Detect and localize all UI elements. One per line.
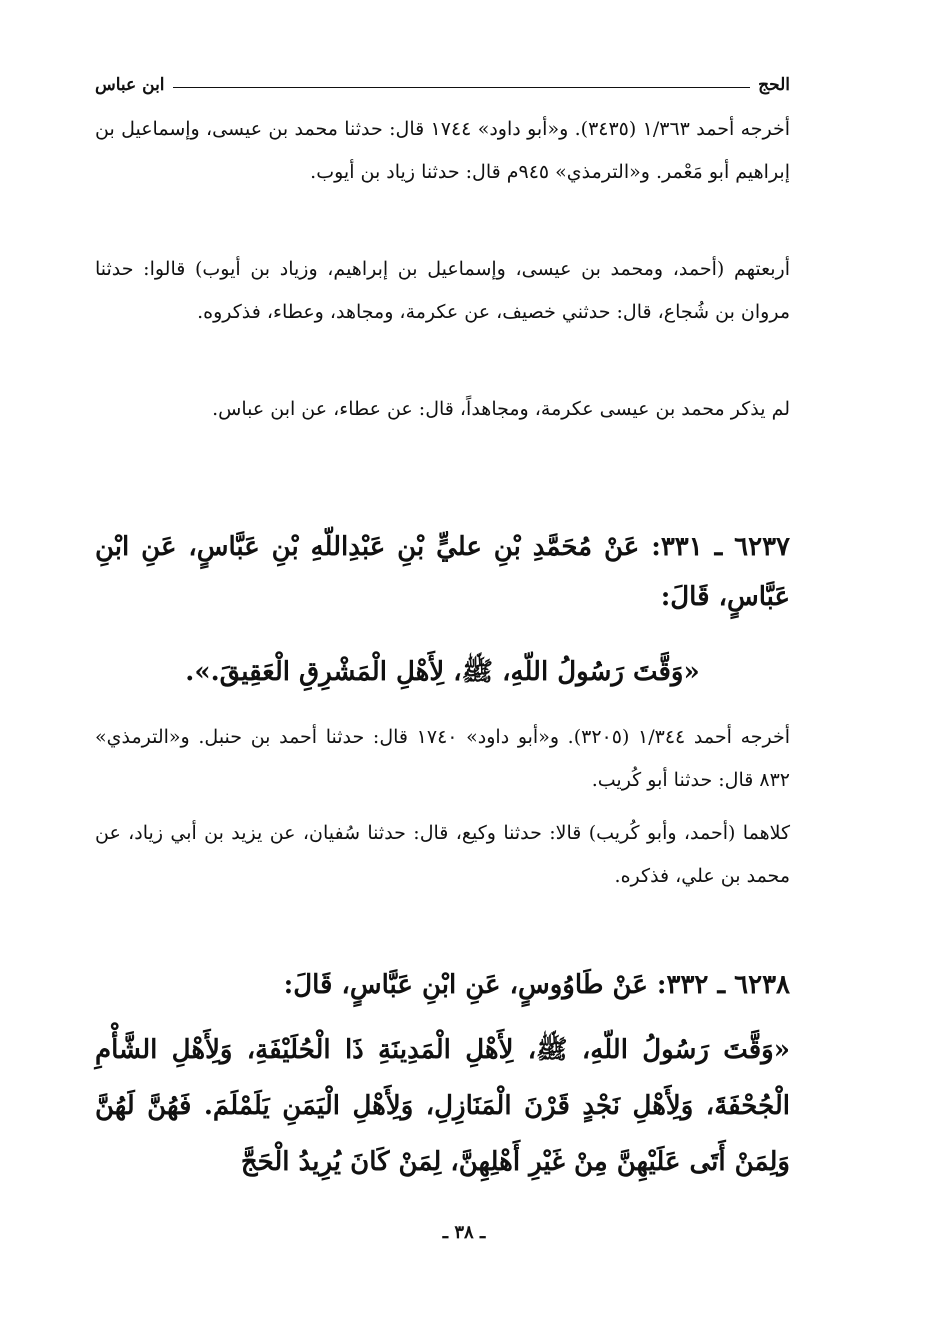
header-chapter: الحج	[758, 75, 790, 95]
takhrij-note-4	[95, 716, 790, 802]
note-paragraph: أخرجه أحمد ١/٣٤٤ (٣٢٠٥). و«أبو داود» ١٧٤٠ قال: حدثنا أحمد بن حنبل. و«الترمذي» ٨٣٢ قال: حدثنا أبو كُريب.	[95, 726, 791, 791]
running-header	[95, 70, 790, 100]
note-paragraph: كلاهما (أحمد، وأبو كُريب) قالا: حدثنا وكيع، قال: حدثنا سُفيان، عن يزيد بن أبي زياد، عن محمد بن علي، فذكره.	[95, 822, 790, 887]
takhrij-note-1	[95, 108, 790, 194]
note-paragraph: أخرجه أحمد ١/٣٦٣ (٣٤٣٥). و«أبو داود» ١٧٤٤ قال: حدثنا محمد بن عيسى، وإسماعيل بن إبراهيم أبو مَعْمر. و«الترمذي» ٩٤٥م قال: حدثنا زياد بن أيوب.	[95, 118, 791, 183]
header-narrator: ابن عباس	[95, 75, 165, 95]
note-paragraph: أربعتهم (أحمد، ومحمد بن عيسى، وإسماعيل بن إبراهيم، وزياد بن أيوب) قالوا: حدثنا مروان بن شُجاع، قال: حدثني خصيف، عن عكرمة، ومجاهد، وعطاء، فذكروه.	[95, 258, 790, 323]
takhrij-note-5	[95, 812, 790, 898]
hadith-6238-text: «وَقَّتَ رَسُولُ اللّهِ، ﷺ، لِأَهْلِ الْمَدِينَةِ ذَا الْحُلَيْفَةِ، وَلِأَهْلِ الشَّأْمِ الْجُحْفَةَ، وَلِأَهْلِ نَجْدٍ قَرْنَ الْمَنَازِلِ، وَلِأَهْلِ الْيَمَنِ يَلَمْلَمَ. فَهُنَّ لَهُنَّ وَلِمَنْ أَتَى عَلَيْهِنَّ مِنْ غَيْرِ أَهْلِهِنَّ، لِمَنْ كَانَ يُرِيدُ الْحَجَّ	[95, 1035, 790, 1177]
page-number: ـ ٣٨ ـ	[442, 1222, 486, 1243]
takhrij-note-3	[95, 388, 790, 431]
header-rule	[173, 87, 751, 88]
hadith-6238-chain: ٦٢٣٨ ـ ٣٣٢: عَنْ طَاوُوسٍ، عَنِ ابْنِ عَبَّاسٍ، قَالَ:	[283, 970, 790, 1000]
note-paragraph: لم يذكر محمد بن عيسى عكرمة، ومجاهداً، قال: عن عطاء، عن ابن عباس.	[212, 398, 790, 420]
hadith-6237-chain: ٦٢٣٧ ـ ٣٣١: عَنْ مُحَمَّدِ بْنِ عليٍّ بْنِ عَبْدِاللّهِ بْنِ عَبَّاسٍ، عَنِ ابْنِ عَبَّاسٍ، قَالَ:	[95, 532, 790, 612]
hadith-6237-text: «وَقَّتَ رَسُولُ اللّهِ، ﷺ، لِأَهْلِ الْمَشْرِقِ الْعَقِيقَ.».	[185, 657, 700, 687]
takhrij-note-2	[95, 248, 790, 334]
